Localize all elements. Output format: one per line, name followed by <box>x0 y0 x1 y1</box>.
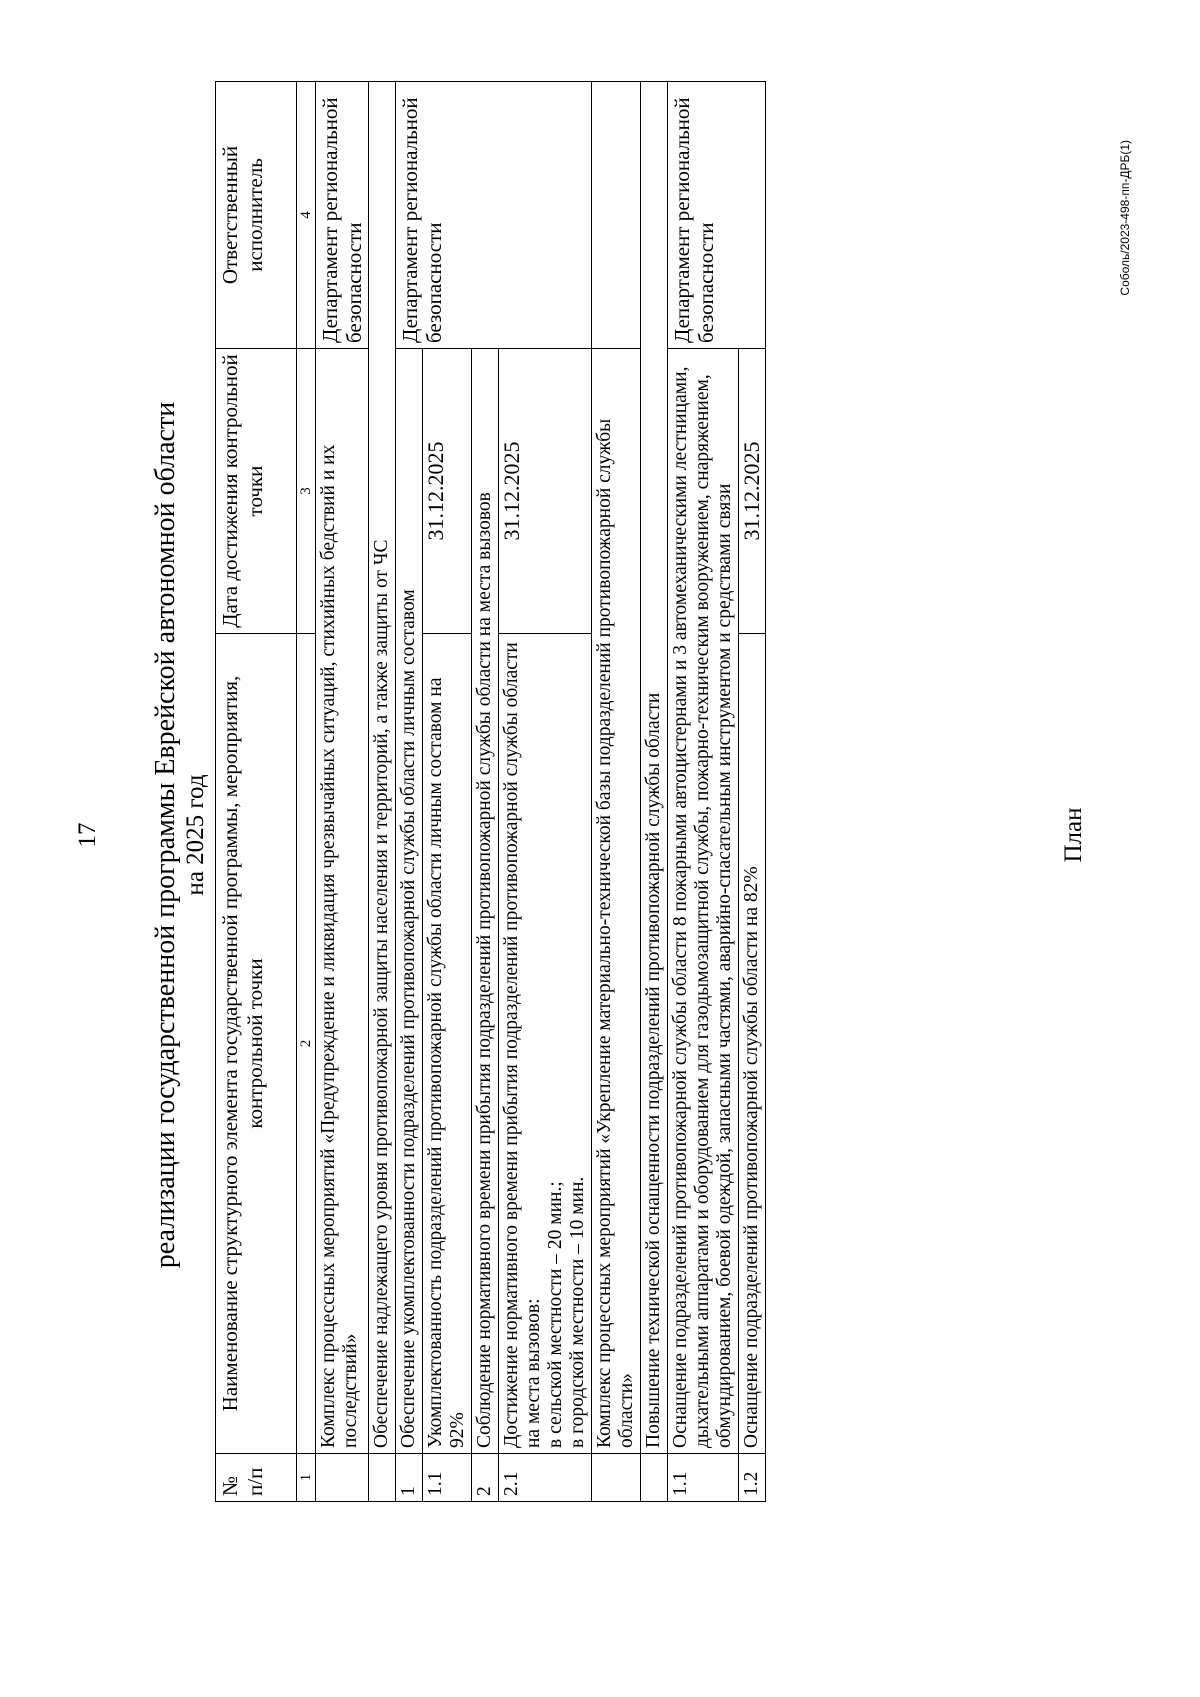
title-line-1: реализации государственной программы Еврейской автономной области <box>150 401 181 1269</box>
page-title <box>150 70 210 1600</box>
row-date: 31.12.2025 <box>739 349 766 634</box>
page-number: 17 <box>74 822 101 848</box>
table-row <box>396 82 423 1502</box>
column-index-row <box>297 82 316 1502</box>
row-num <box>369 1454 396 1502</box>
index-cell: 4 <box>297 82 316 349</box>
row-responsible: Департамент региональной безопасности <box>668 82 766 349</box>
title-line-2: на 2025 год <box>182 774 209 896</box>
row-name-rural: в сельской местности – 20 мин.; <box>545 1181 566 1448</box>
row-responsible: Департамент региональной безопасности <box>316 82 369 349</box>
row-name: Оснащение подразделений противопожарной службы области 8 пожарными автоцистернами и 3 автомеханическими лестницами, дыхательными аппаратами и оборудованием для газодымозащитной службы, пожарно-техническим вооружением, снаряжением, обмундированием, боевой одеждой, запасными частями, аварийно-спасательным инструментом и средствами связи <box>668 349 739 1454</box>
row-num: 1.1 <box>423 1454 472 1502</box>
row-name: Достижение нормативного времени прибытия подразделений противопожарной службы области на места вызовов: <box>501 642 544 1448</box>
row-name: Комплекс процессных мероприятий «Предупреждение и ликвидация чрезвычайных ситуаций, стихийных бедствий и их последствий» <box>316 349 369 1454</box>
row-num: 1.1 <box>668 1454 739 1502</box>
row-name: Укомплектованность подразделений противопожарной службы области личным составом на 92% <box>423 634 472 1454</box>
header-name: Наименование структурного элемента государственной программы, мероприятия, контрольной точки <box>216 634 297 1454</box>
row-date: 31.12.2025 <box>499 349 592 634</box>
row-responsible: Департамент региональной безопасности <box>396 82 592 349</box>
row-num: 1 <box>396 1454 423 1502</box>
row-name: Соблюдение нормативного времени прибытия подразделений противопожарной службы области на места вызовов <box>472 349 499 1454</box>
table-row <box>316 82 369 1502</box>
row-name: Комплекс процессных мероприятий «Укрепление материально-технической базы подразделений противопожарной службы области» <box>592 349 641 1454</box>
index-cell: 2 <box>297 634 316 1454</box>
header-resp: Ответственный исполнитель <box>216 82 297 349</box>
row-num <box>316 1454 369 1502</box>
row-num: 2.1 <box>499 1454 592 1502</box>
row-name: Обеспечение укомплектованности подразделений противопожарной службы области личным составом <box>396 349 423 1454</box>
index-cell: 3 <box>297 349 316 634</box>
document-code: Соболь/2023-498-пп-ДРБ(1) <box>1118 140 1132 296</box>
row-num: 1.2 <box>739 1454 766 1502</box>
rotated-page <box>60 70 1100 1600</box>
row-name: Повышение технической оснащенности подразделений противопожарной службы области <box>641 82 668 1454</box>
table-row <box>641 82 668 1502</box>
row-name: Оснащение подразделений противопожарной службы области на 82% <box>739 634 766 1454</box>
table-row <box>369 82 396 1502</box>
row-num <box>592 1454 641 1502</box>
section-label: План <box>1060 807 1087 863</box>
header-date: Дата достижения контрольной точки <box>216 349 297 634</box>
row-responsible <box>592 82 641 349</box>
plan-table <box>215 81 766 1502</box>
row-num <box>641 1454 668 1502</box>
row-num: 2 <box>472 1454 499 1502</box>
row-name-cell <box>499 634 592 1454</box>
plan-table-wrapper <box>215 82 766 1502</box>
header-num: № п/п <box>216 1454 297 1502</box>
row-date: 31.12.2025 <box>423 349 472 634</box>
table-row <box>668 82 739 1502</box>
row-name: Обеспечение надлежащего уровня противопожарной защиты населения и территорий, а также защиты от ЧС <box>369 82 396 1454</box>
table-row <box>592 82 641 1502</box>
index-cell: 1 <box>297 1454 316 1502</box>
row-name-urban: в городской местности – 10 мин. <box>567 1176 588 1448</box>
table-header-row <box>216 82 297 1502</box>
